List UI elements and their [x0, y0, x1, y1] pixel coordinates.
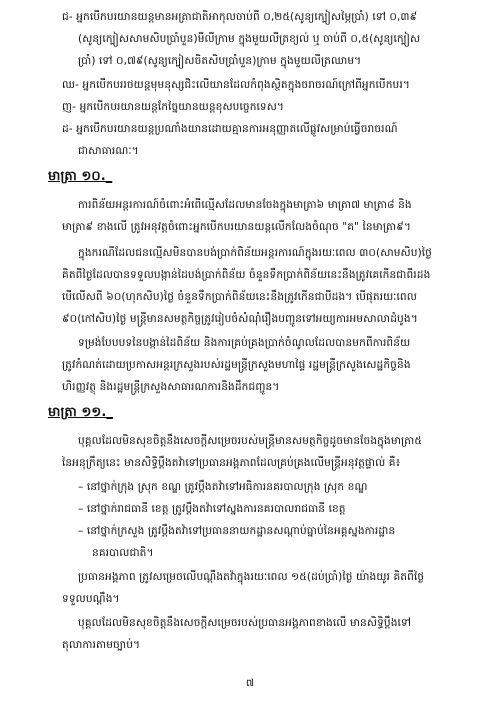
bullet-item: – នៅថ្នាក់ក្រុង ស្រុក ខណ្ឌ ត្រូវប្តឹងតវ៉ាទៅអធិការនគរបាលក្រុង ស្រុក ខណ្ឌ	[78, 481, 368, 493]
paragraph-line: នៃអនុក្រឹត្យនេះ មានសិទ្ធិប្តឹងតវ៉ាទៅប្រធានអង្គភាពដែលគ្រប់គ្រងលើមន្ត្រីអនុវត្តផ្ទាល់ គឺ៖	[62, 457, 401, 469]
paragraph-line: ប្រធានអង្គភាព ត្រូវសម្រេចលើបណ្តឹងតវ៉ាក្នុងរយៈពេល ១៥(ដប់ប្រាំ)ថ្ងៃ យ៉ាងយូរ គិតពីថ្ងៃ	[78, 571, 425, 583]
paragraph-line: តុលាការតាមច្បាប់។	[62, 639, 141, 651]
paragraph-line: បុគ្គលដែលមិនសុខចិត្តនឹងសេចក្តីសម្រេចរបស់មន្ត្រីមានសមត្ថកិច្ចដូចមានចែងក្នុងមាត្រា៥	[78, 435, 422, 447]
paragraph-line: មាត្រា៩ ខាងលើ ត្រូវអនុវត្តចំពោះអ្នកបើកបរយានយន្តលើកលែងចំណុច "គ" នៃមាត្រា៩។	[62, 221, 411, 233]
article-10-heading: មាត្រា ១០._	[48, 169, 113, 184]
list-item-chha: ឈ- អ្នកបើកបររថយន្តមុមនុស្សជិះលើយានដែលកំពុងស្ថិតក្នុងចរាចរណ៍ក្រៅពីអ្នកបើកបរ។	[62, 79, 410, 91]
paragraph-line: ៩០(កៅសិប)ថ្ងៃ មន្ត្រីមានសមត្ថកិច្ចត្រូវរៀបចំសំណុំរឿងបញ្ជូនទៅអយ្យការអមសាលាដំបូង។	[62, 313, 418, 325]
bullet-item: – នៅថ្នាក់រាជធានី ខេត្ត ត្រូវប្តឹងតវ៉ាទៅស្នងការនគរបាលរាជធានី ខេត្ត	[78, 503, 346, 515]
list-item-nha: ញ- អ្នកបើកបរយានយន្តកែច្នៃយានយន្តខុសបច្ចេកទេស។	[62, 101, 284, 113]
list-item-ja-cont: ប្រាំ) ទៅ ០,៧៩(សូន្យក្បៀសចិតសិបប្រាំបួន)ក្រាម ក្នុងមួយលីត្រឈាម។	[78, 55, 362, 67]
paragraph-line: ការពិន័យអន្តរការណ៍ចំពោះអំពើល្មើសដែលមានចែងក្នុងមាត្រា៦ មាត្រា៧ មាត្រា៨ និង	[78, 199, 412, 211]
bullet-item-cont: នគរបាលជាតិ។	[92, 547, 154, 559]
paragraph-line: បុគ្គលដែលមិនសុខចិត្តនឹងសេចក្តីសម្រេចរបស់ប្រធានអង្គភាពខាងលើ មានសិទ្ធិប្តឹងទៅ	[78, 617, 412, 629]
page-number: ៧	[245, 678, 255, 689]
paragraph-line: ទម្រង់បែបបទនៃបង្កាន់ដៃពិន័យ និងការគ្រប់គ្រងប្រាក់ចំណូលដែលបានមកពីការពិន័យ	[78, 337, 411, 349]
paragraph-line: ទទួលបណ្តឹង។	[62, 593, 120, 605]
paragraph-line: គិតពីថ្ងៃដែលបានទទួលបង្កាន់ដៃបង់ប្រាក់ពិន័យ ចំនួនទឹកប្រាក់ពិន័យនេះនឹងត្រូវគេកើនជាពីរដង	[62, 269, 431, 281]
paragraph-line: ហិរញ្ញវត្ថុ និងរដ្ឋមន្ត្រីក្រសួងសាធារណការនិងដឹកជញ្ជូន។	[62, 381, 280, 393]
bullet-item: – នៅថ្នាក់ក្រសួង ត្រូវប្តឹងតវ៉ាទៅប្រធាននាយកដ្ឋានសណ្តាប់ធ្នាប់នៃអគ្គស្នងការដ្ឋាន	[78, 525, 396, 537]
list-item-ja-cont: (សូន្យក្បៀសសាមសិបប្រាំបួន)មីលីក្រាម ក្នុងមួយលីត្រខ្យល់ ឬ ចាប់ពី ០,៥(សូន្យក្បៀស	[78, 33, 421, 45]
article-11-heading: មាត្រា ១១._	[48, 405, 113, 420]
list-item-da-cont: ជាសាធារណៈ។	[78, 145, 139, 157]
list-item-da: ដ- អ្នកបើកបរយានយន្តប្រណាំងយានដោយគ្មានការអនុញ្ញាតលើផ្លូវសម្រាប់ធ្វើចរាចរណ៍	[62, 123, 398, 135]
paragraph-line: ក្នុងករណីដែលជនល្មើសមិនបានបង់ប្រាក់ពិន័យអន្តរការណ៍ក្នុងរយៈពេល ៣០(សាមសិប)ថ្ងៃ	[78, 247, 432, 259]
paragraph-line: បើលើសពី ៦០(ហុកសិប)ថ្ងៃ ចំនួនទឹកប្រាក់ពិន័យនេះនឹងត្រូវកើនជាបីដង។ បើផុតរយៈពេល	[62, 291, 417, 303]
list-item-ja: ជ- អ្នកបើកបរយានយន្តមានអត្រាជាតិអាកុលចាប់ពី ០,២៥(សូន្យក្បៀសម្ភៃប្រាំ) ទៅ ០,៣៩	[62, 11, 418, 23]
paragraph-line: ត្រូវកំណត់ដោយប្រកាសអន្តរក្រសួងរបស់រដ្ឋមន្ត្រីក្រសួងមហាផ្ទៃ រដ្ឋមន្ត្រីក្រសួងសេដ្ឋកិច្ចនិង	[62, 359, 411, 371]
